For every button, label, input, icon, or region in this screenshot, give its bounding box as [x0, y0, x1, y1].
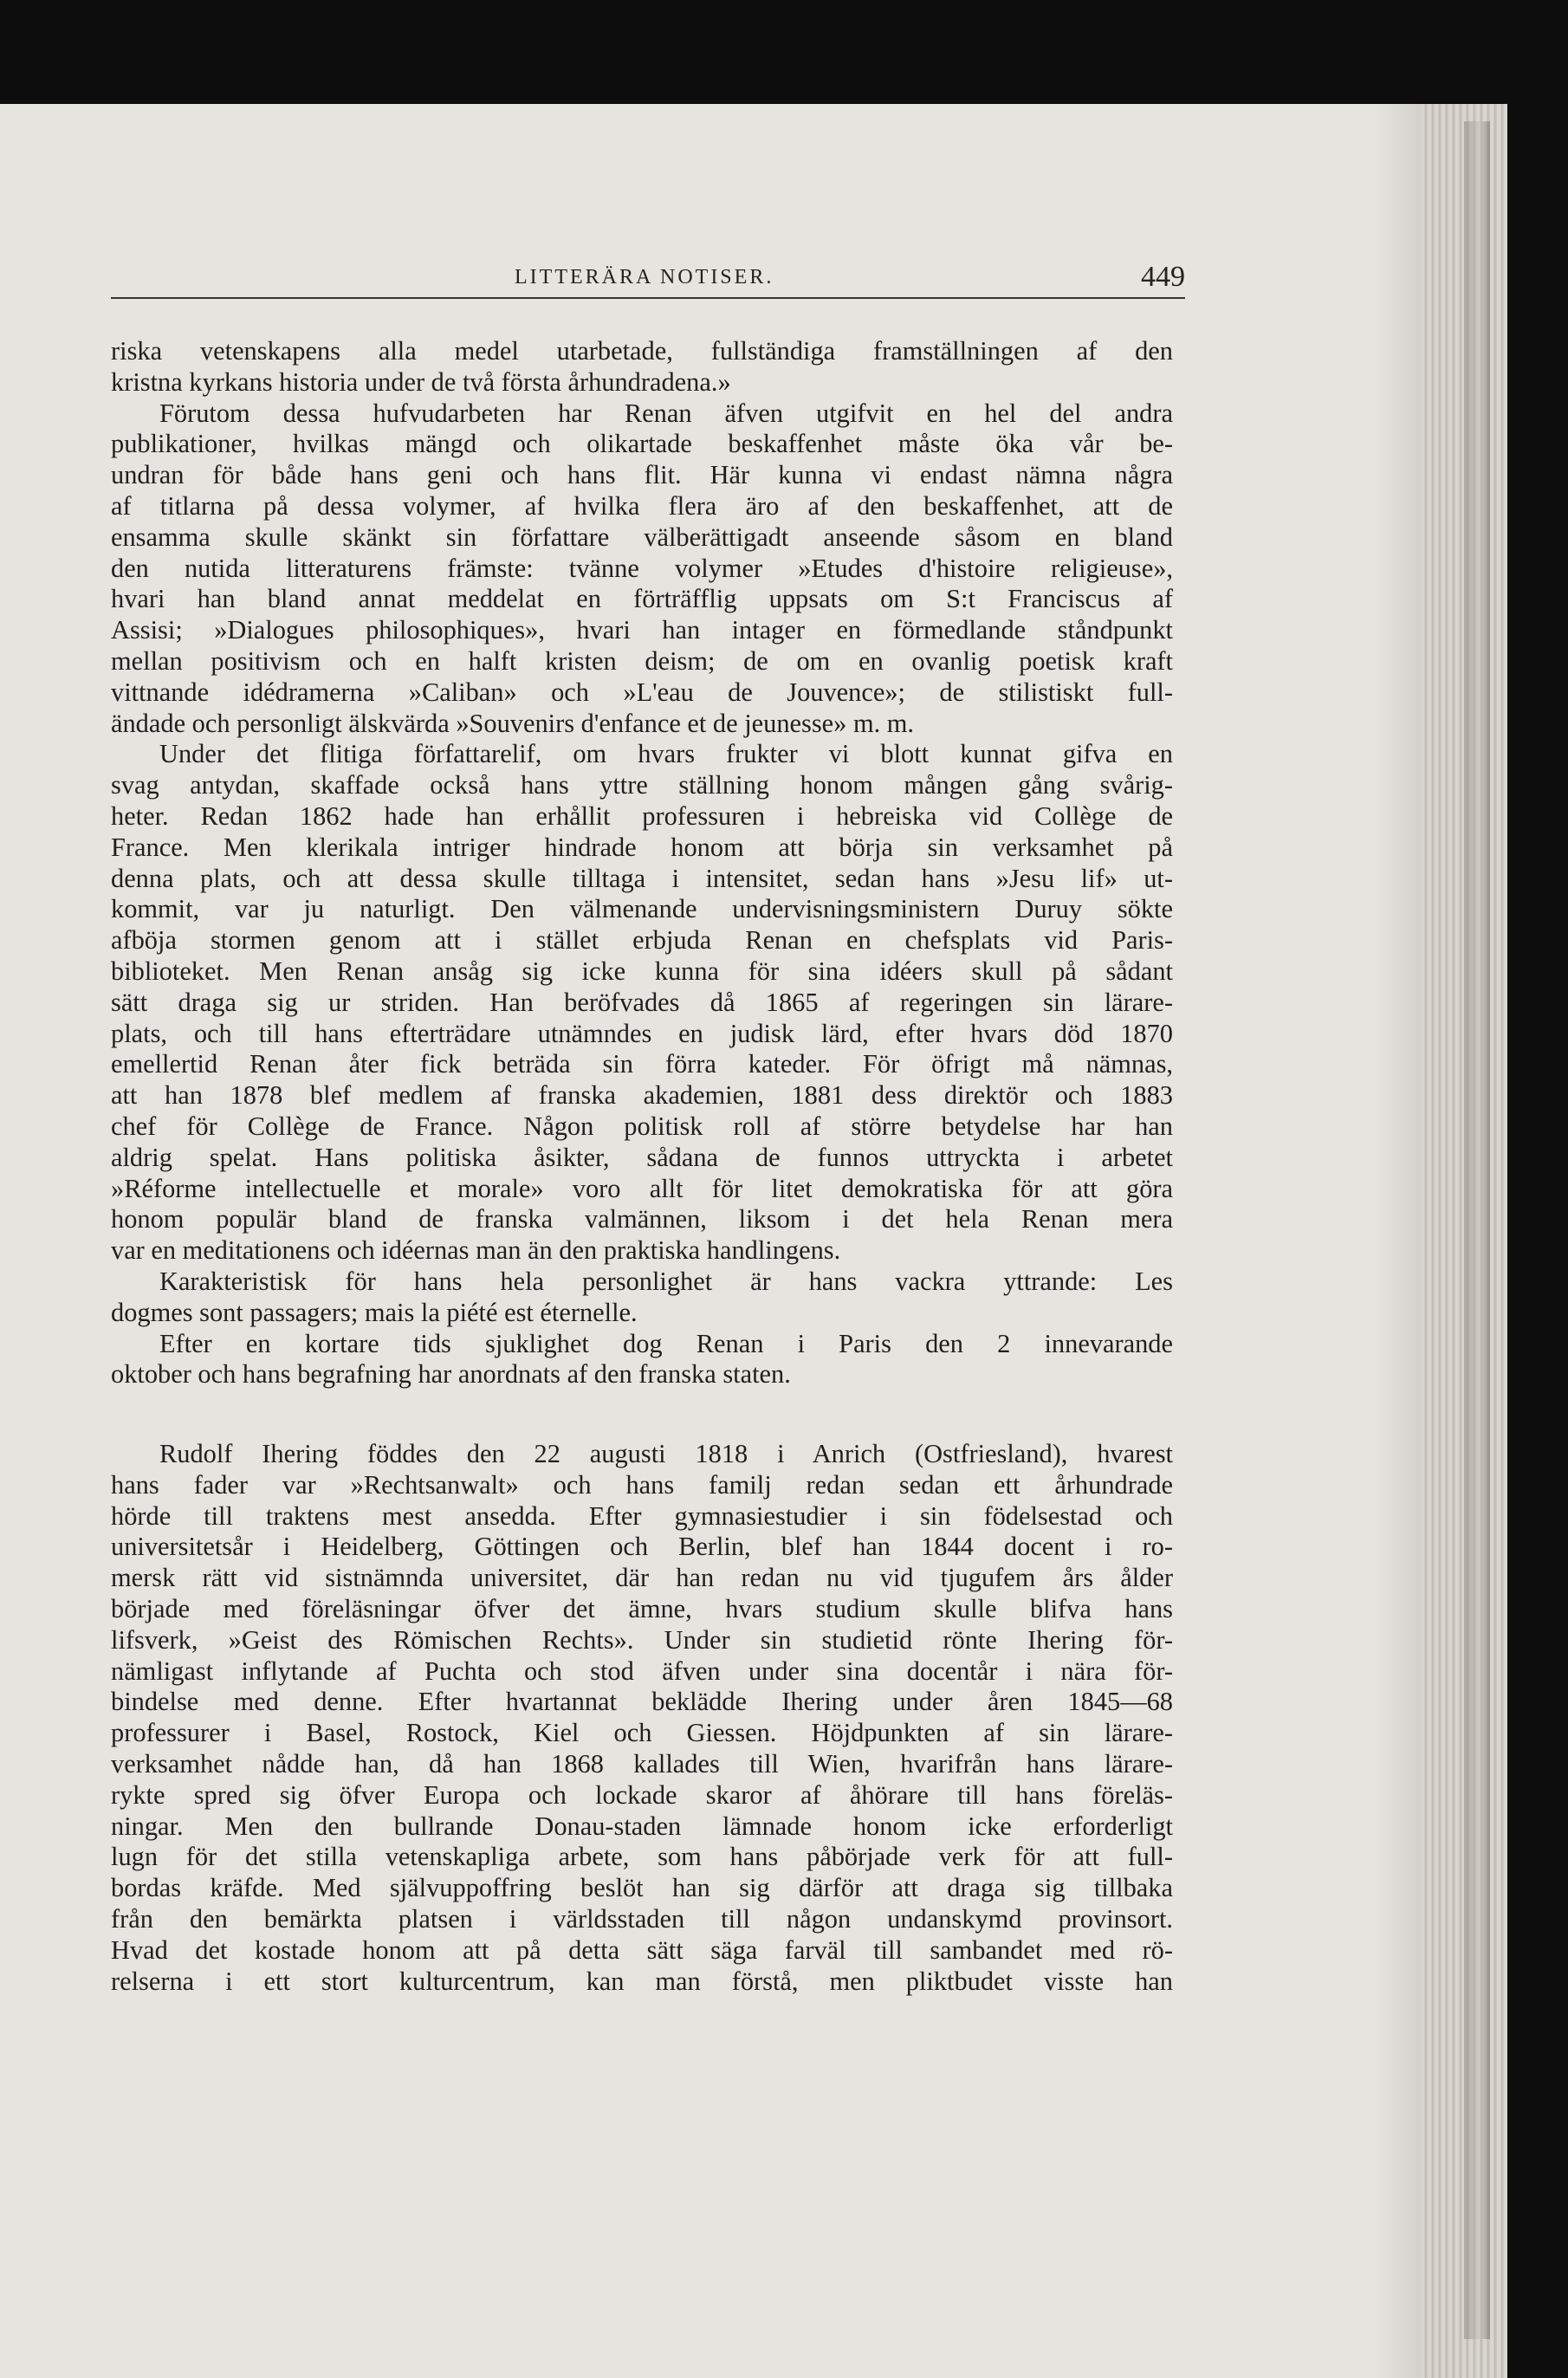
- text-line: denna plats, och att dessa skulle tilltaga i intensitet, sedan hans »Jesu lif» ut-: [111, 863, 1173, 893]
- text-line: heter. Redan 1862 hade han erhållit professuren i hebreiska vid Collège de: [111, 800, 1173, 831]
- text-line: Assisi; »Dialogues philosophiques», hvari han intager en förmedlande ståndpunkt: [111, 615, 1173, 645]
- running-head: LITTERÄRA NOTISER.: [515, 266, 774, 288]
- text-line: »Réforme intellectuelle et morale» voro allt för litet demokratiska för att göra: [111, 1173, 1173, 1203]
- article-text: [111, 336, 1173, 1997]
- text-line: relserna i ett stort kulturcentrum, kan man förstå, men pliktbudet visste han: [111, 1966, 1173, 1996]
- text-line: undran för både hans geni och hans flit. Här kunna vi endast nämna några: [111, 460, 1173, 490]
- text-line: afböja stormen genom att i stället erbjuda Renan en chefsplats vid Paris-: [111, 925, 1173, 956]
- text-line: kristna kyrkans historia under de två första århundradena.»: [111, 366, 731, 397]
- text-line: hans fader var »Rechtsanwalt» och hans familj redan sedan ett århundrade: [111, 1469, 1173, 1500]
- text-line: var en meditationens och idéernas man än den praktiska handlingens.: [111, 1235, 841, 1266]
- text-line: bordas kräfde. Med självuppoffring beslöt han sig därför att draga sig tillbaka: [111, 1873, 1173, 1903]
- text-line: verksamhet nådde han, då han 1868 kallades till Wien, hvarifrån hans lärare-: [111, 1749, 1173, 1779]
- text-line: kommit, var ju naturligt. Den välmenande undervisningsministern Duruy sökte: [111, 894, 1173, 924]
- page-number: 449: [1141, 261, 1185, 293]
- text-line: aldrig spelat. Hans politiska åsikter, sådana de funnos uttryckta i arbetet: [111, 1142, 1173, 1172]
- book-spine-shadow: [1464, 121, 1490, 2339]
- text-line: dogmes sont passagers; mais la piété est éternelle.: [111, 1297, 638, 1327]
- text-line: lugn för det stilla vetenskapliga arbete, som hans påbörjade verk för att full-: [111, 1842, 1173, 1872]
- text-line: ensamma skulle skänkt sin författare välberättigadt anseende såsom en bland: [111, 522, 1173, 552]
- text-line: Karakteristisk för hans hela personlighet är hans vackra yttrande: Les: [159, 1266, 1173, 1296]
- text-line: nämligast inflytande af Puchta och stod äfven under sina docentår i nära för-: [111, 1656, 1173, 1686]
- text-line: bindelse med denne. Efter hvartannat beklädde Ihering under åren 1845—68: [111, 1687, 1173, 1717]
- text-line: oktober och hans begrafning har anordnats af den franska staten.: [111, 1359, 791, 1390]
- text-line: France. Men klerikala intriger hindrade honom att börja sin verksamhet på: [111, 832, 1173, 862]
- text-line: publikationer, hvilkas mängd och olikartade beskaffenhet måste öka vår be-: [111, 429, 1173, 459]
- text-line: Efter en kortare tids sjuklighet dog Renan i Paris den 2 innevarande: [159, 1328, 1173, 1358]
- text-line: ändade och personligt älskvärda »Souvenirs d'enfance et de jeunesse» m. m.: [111, 708, 915, 738]
- text-line: svag antydan, skaffade också hans yttre ställning honom mången gång svårig-: [111, 770, 1173, 800]
- text-line: professurer i Basel, Rostock, Kiel och Giessen. Höjdpunkten af sin lärare-: [111, 1718, 1173, 1748]
- page-header: [111, 261, 1185, 299]
- text-line: emellertid Renan åter fick beträda sin förra kateder. För öfrigt må nämnas,: [111, 1049, 1173, 1079]
- text-line: att han 1878 blef medlem af franska akademien, 1881 dess direktör och 1883: [111, 1080, 1173, 1111]
- text-line: riska vetenskapens alla medel utarbetade, fullständiga framställningen af den: [111, 336, 1173, 366]
- text-line: den nutida litteraturens främste: tvänne volymer »Etudes d'histoire religieuse»,: [111, 553, 1173, 583]
- text-line: universitetsår i Heidelberg, Göttingen och Berlin, blef han 1844 docent i ro-: [111, 1532, 1173, 1562]
- text-line: Förutom dessa hufvudarbeten har Renan äfven utgifvit en hel del andra: [159, 398, 1173, 428]
- text-line: sätt draga sig ur striden. Han beröfvades då 1865 af regeringen sin lärare-: [111, 987, 1173, 1017]
- text-line: från den bemärkta platsen i världsstaden till någon undanskymd provinsort.: [111, 1904, 1173, 1934]
- text-line: lifsverk, »Geist des Römischen Rechts». Under sin studietid rönte Ihering för-: [111, 1624, 1173, 1655]
- text-line: mellan positivism och en halft kristen deism; de om en ovanlig poetisk kraft: [111, 645, 1173, 676]
- paragraph-gap: [111, 1390, 1173, 1439]
- text-line: ningar. Men den bullrande Donau-staden lämnade honom icke erforderligt: [111, 1811, 1173, 1841]
- text-line: hörde till traktens mest ansedda. Efter gymnasiestudier i sin födelsestad och: [111, 1500, 1173, 1531]
- text-line: plats, och till hans efterträdare utnämndes en judisk lärd, efter hvars död 1870: [111, 1018, 1173, 1048]
- text-line: chef för Collège de France. Någon politisk roll af större betydelse har han: [111, 1111, 1173, 1141]
- text-line: Under det flitiga författarelif, om hvars frukter vi blott kunnat gifva en: [159, 739, 1173, 769]
- text-line: vittnande idédramerna »Caliban» och »L'eau de Jouvence»; de stilistiskt full-: [111, 677, 1173, 707]
- text-line: Hvad det kostade honom att på detta sätt säga farväl till sambandet med rö-: [111, 1934, 1173, 1965]
- text-line: hvari han bland annat meddelat en förträfflig uppsats om S:t Franciscus af: [111, 584, 1173, 614]
- text-line: mersk rätt vid sistnämnda universitet, där han redan nu vid tjugufem års ålder: [111, 1563, 1173, 1593]
- text-line: biblioteket. Men Renan ansåg sig icke kunna för sina idéers skull på sådant: [111, 956, 1173, 986]
- text-line: af titlarna på dessa volymer, af hvilka flera äro af den beskaffenhet, att de: [111, 490, 1173, 521]
- text-line: Rudolf Ihering föddes den 22 augusti 1818 i Anrich (Ostfriesland), hvarest: [159, 1439, 1173, 1469]
- text-line: började med föreläsningar öfver det ämne, hvars studium skulle blifva hans: [111, 1594, 1173, 1624]
- text-line: honom populär bland de franska valmännen, liksom i det hela Renan mera: [111, 1204, 1173, 1234]
- text-line: rykte spred sig öfver Europa och lockade skaror af åhörare till hans föreläs-: [111, 1779, 1173, 1810]
